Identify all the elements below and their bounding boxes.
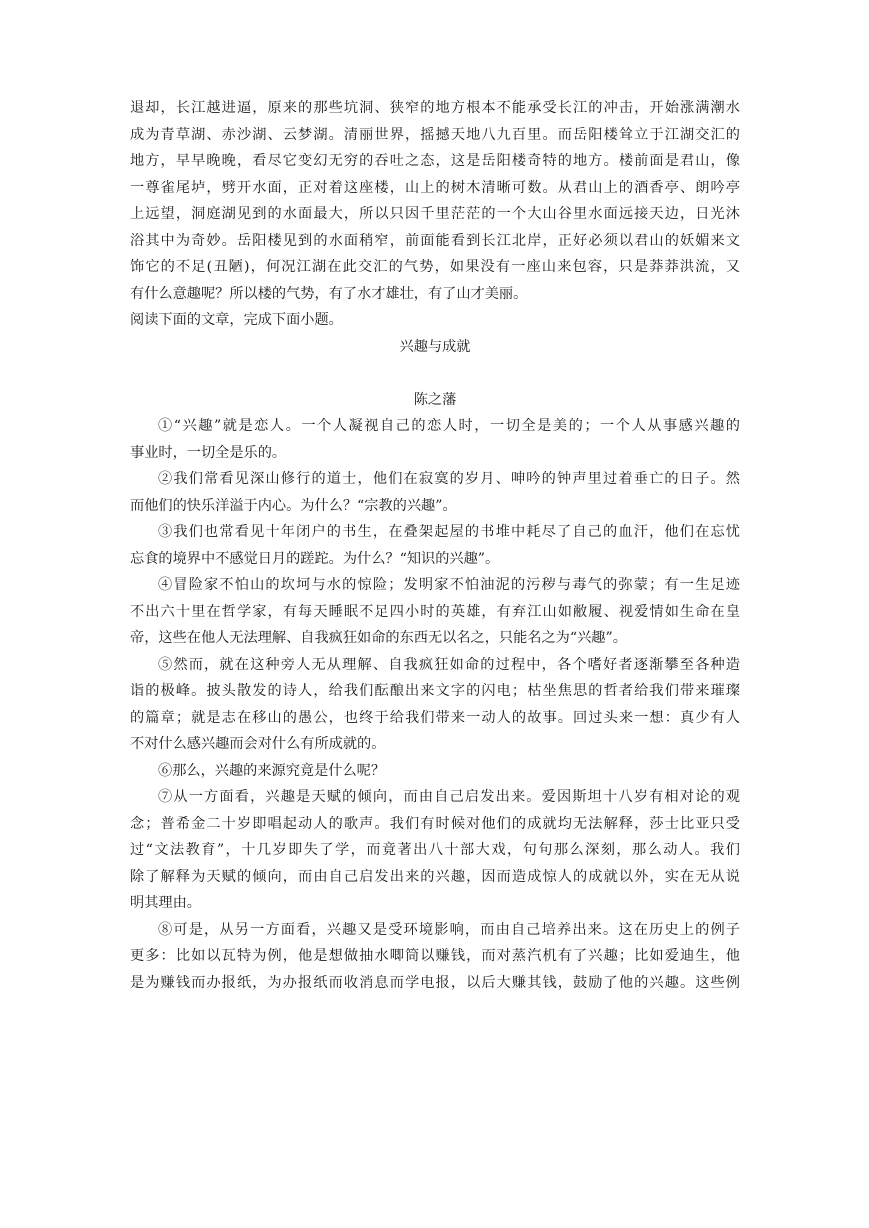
text-line: 一尊雀尾垆，劈开水面，正对着这座楼，山上的树木清晰可数。从君山上的酒香亭、朗吟亭 [130,179,740,196]
text-line: 饰它的不足(丑陋)，何况江湖在此交汇的气势，如果没有一座山来包容，只是莽莽洪流，又 [130,259,740,275]
text-line: ④冒险家不怕山的坎坷与水的惊险；发明家不怕油泥的污秽与毒气的弥蒙；有一生足迹 [158,577,740,593]
article-paragraph [130,413,740,466]
text-line: 退却，长江越进逼，原来的那些坑洞、狭窄的地方根本不能承受长江的冲击，开始涨满潮水 [130,100,740,116]
article-paragraph [130,466,740,519]
text-line: 是为赚钱而办报纸，为办报纸而收消息而学电报，以后大赚其钱，鼓励了他的兴趣。这些例 [130,974,740,991]
text-line: ②我们常看见深山修行的道士，他们在寂寞的岁月、呻吟的钟声里过着垂亡的日子。然 [158,471,740,487]
text-line: 不出六十里在哲学家，有每天睡眠不足四小时的英雄，有弃江山如敝履、视爱情如生命在皇 [130,603,740,620]
text-line: 有什么意趣呢？所以楼的气势，有了水才雄壮，有了山才美丽。 [130,285,528,302]
spacer [130,360,740,387]
text-line: 明其理由。 [130,895,201,911]
text-line: ⑧可是，从另一方面看，兴趣又是受环境影响，而由自己培养出来。这在历史上的例子 [158,921,740,938]
article-body [130,413,740,996]
text-line: 而他们的快乐洋溢于内心。为什么？“宗教的兴趣”。 [130,497,457,514]
text-line: 帝，这些在他人无法理解、自我疯狂如命的东西无以名之，只能名之为“兴趣”。 [130,630,627,646]
text-line: 除了解释为天赋的倾向，而由自己启发出来的兴趣，因而造成惊人的成就以外，实在无从说 [130,868,740,885]
article-author: 陈之藩 [413,391,457,408]
text-line: ⑤然而，就在这种旁人无从理解、自我疯狂如命的过程中，各个嗜好者逐渐攀至各种造 [158,656,740,673]
text-line: 事业时，一切全是乐的。 [130,444,287,461]
text-line: 的篇章；就是志在移山的愚公，也终于给我们带来一动人的故事。回过头来一想：真少有人 [130,709,740,726]
text-line: 成为青草湖、赤沙湖、云梦湖。清丽世界，摇撼天地八九百里。而岳阳楼耸立于江湖交汇的 [130,126,740,143]
text-line: 忘食的境界中不感觉日月的蹉跎。为什么？“知识的兴趣”。 [130,550,500,567]
text-line: 地方，早早晚晚，看尽它变幻无穷的吞吐之态，这是岳阳楼奇特的地方。楼前面是君山，像 [130,153,740,169]
text-line: ①“兴趣”就是恋人。一个人凝视自己的恋人时，一切全是美的；一个人从事感兴趣的 [158,418,740,434]
text-line: 更多：比如以瓦特为例，他是想做抽水唧筒以赚钱，而对蒸汽机有了兴趣；比如爱迪生，他 [130,948,740,964]
text-line: 诣的极峰。披头散发的诗人，给我们酝酿出来文字的闪电；枯坐焦思的哲者给我们带来璀璨 [130,683,740,699]
article-paragraph [130,758,740,785]
text-line: 浴其中为奇妙。岳阳楼见到的水面稍窄，前面能看到长江北岸，正好必须以君山的妖媚来文 [130,232,740,249]
text-line: 上远望，洞庭湖见到的水面最大，所以只因千里茫茫的一个大山谷里水面远接天边，日光沐 [130,206,740,222]
article-paragraph [130,917,740,997]
text-line: ⑦从一方面看，兴趣是天赋的倾向，而由自己启发出来。爱因斯坦十八岁有相对论的观 [158,789,740,805]
document-page [130,95,740,996]
reading-instruction: 阅读下面的文章，完成下面小题。 [130,312,343,328]
previous-passage [130,95,740,307]
article-title: 兴趣与成就 [399,338,471,355]
article-paragraph [130,652,740,758]
text-line: ③我们也常看见十年闭户的书生，在叠架起屋的书堆中耗尽了自己的血汗，他们在忘忧 [158,524,740,540]
text-line: 过“文法教育”，十几岁即失了学，而竟著出八十部大戏，句句那么深刻，那么动人。我们 [130,842,740,858]
article-paragraph [130,572,740,652]
article-paragraph [130,519,740,572]
text-line: ⑥那么，兴趣的来源究竟是什么呢？ [158,762,386,779]
text-line: 不对什么感兴趣而会对什么有所成就的。 [130,736,386,752]
article-paragraph [130,784,740,917]
text-line: 念；普希金二十岁即唱起动人的歌声。我们有时候对他们的成就均无法解释，莎士比亚只受 [130,815,740,832]
